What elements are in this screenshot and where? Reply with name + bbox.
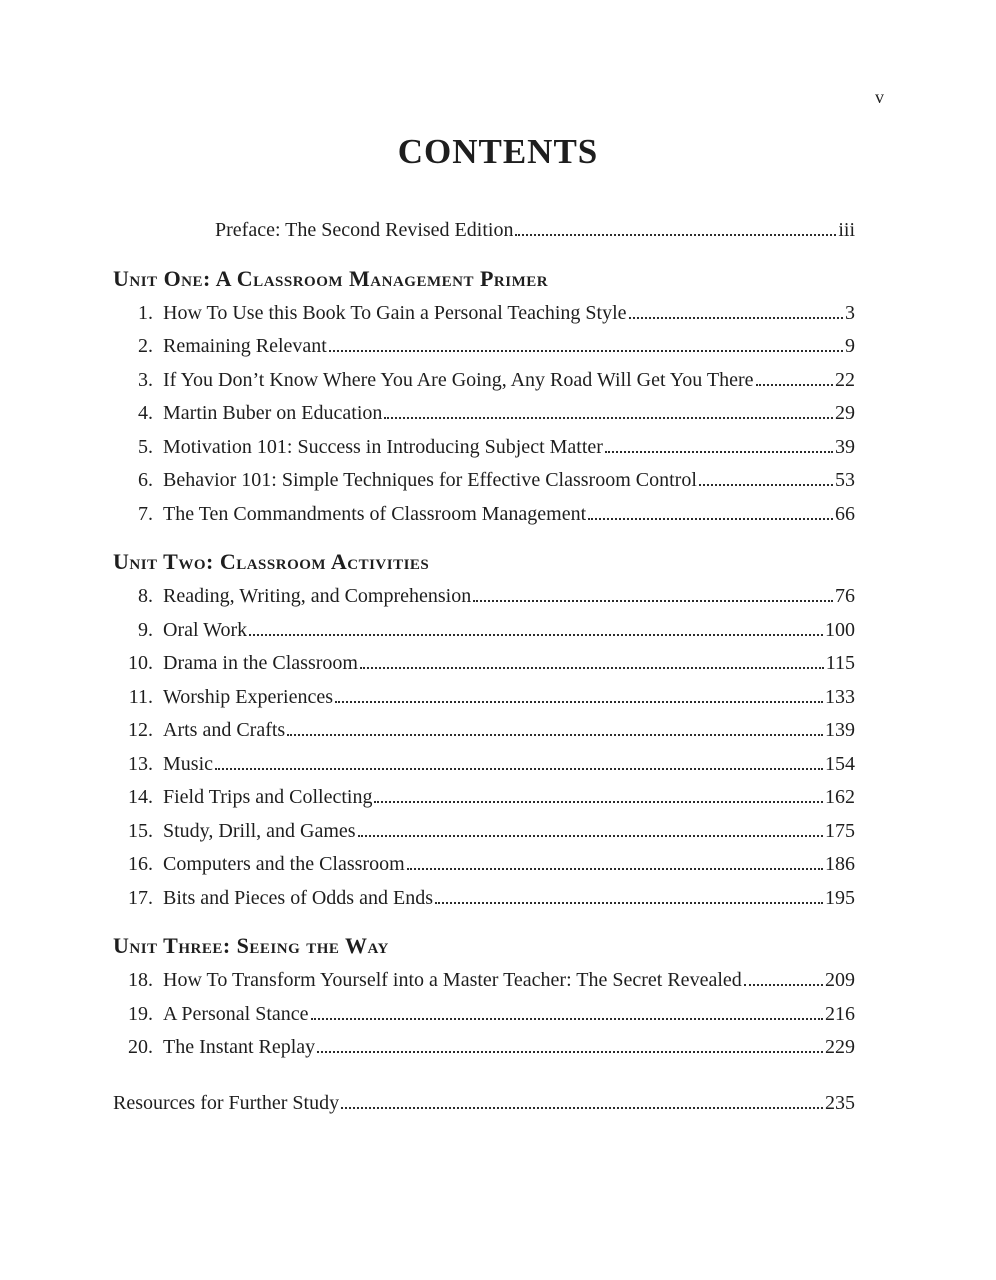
page-number: 53 <box>835 469 855 491</box>
toc-entry <box>113 330 855 364</box>
dot-leader <box>605 451 833 453</box>
toc-entry <box>113 580 855 614</box>
chapter-title: Resources for Further Study <box>113 1091 340 1114</box>
page-number: 186 <box>825 853 855 875</box>
page-number: 216 <box>825 1002 855 1025</box>
toc-entry <box>113 748 855 782</box>
toc-entry <box>113 647 855 681</box>
toc-entry <box>113 397 855 431</box>
page-number: 9 <box>845 335 855 357</box>
chapter-title: Music <box>163 752 213 775</box>
chapter-title: Arts and Crafts <box>163 719 286 741</box>
unit-heading-two: Unit Two: Classroom Activities <box>113 549 430 574</box>
chapter-title: A Personal Stance <box>163 1002 309 1025</box>
dot-leader <box>374 801 823 803</box>
page-number: 162 <box>825 786 855 808</box>
contents-title: CONTENTS <box>397 132 599 171</box>
page-number: 133 <box>825 685 855 708</box>
dot-leader <box>629 317 843 319</box>
chapter-title: Behavior 101: Simple Techniques for Effective Classroom Control <box>163 469 697 491</box>
chapter-number: 3. <box>138 368 153 391</box>
toc-entry <box>113 498 855 532</box>
chapter-number: 10. <box>128 652 153 674</box>
dot-leader <box>384 417 833 419</box>
toc-entry <box>113 714 855 748</box>
toc-entry <box>113 464 855 498</box>
chapter-title: Worship Experiences <box>163 685 333 708</box>
dot-leader <box>249 634 823 636</box>
page-number: 115 <box>825 652 855 674</box>
unit-heading-one: Unit One: A Classroom Management Primer <box>113 265 549 291</box>
page-folio-row <box>0 0 996 106</box>
chapter-title: Martin Buber on Education <box>163 402 383 424</box>
dot-leader <box>317 1051 823 1053</box>
chapter-title: The Ten Commandments of Classroom Management <box>163 502 587 525</box>
page-number: 76 <box>835 585 855 607</box>
dot-leader <box>335 701 823 703</box>
chapter-number: 14. <box>128 786 153 808</box>
chapter-title: Oral Work <box>163 618 248 641</box>
page-number: 209 <box>825 969 855 991</box>
page-number: 139 <box>825 719 855 741</box>
resources-entry <box>113 1087 855 1121</box>
chapter-number: 5. <box>138 435 153 458</box>
toc-entry <box>113 681 855 715</box>
page-number: 22 <box>835 368 855 391</box>
chapter-title: How To Transform Yourself into a Master Teacher: The Secret Revealed <box>163 969 742 991</box>
chapter-title: Drama in the Classroom <box>163 652 358 674</box>
page-number: 154 <box>825 752 855 775</box>
page-number: 66 <box>835 502 855 525</box>
toc-entry <box>113 1031 855 1065</box>
chapter-number: 9. <box>138 618 153 641</box>
chapter-title: Bits and Pieces of Odds and Ends <box>163 886 433 909</box>
toc-entry <box>113 431 855 465</box>
chapter-number: 17. <box>128 886 153 909</box>
dot-leader <box>311 1018 823 1020</box>
dot-leader <box>407 868 823 870</box>
dot-leader <box>435 902 823 904</box>
chapter-number: 18. <box>128 969 153 991</box>
chapter-number: 1. <box>138 301 153 324</box>
chapter-title: Preface: The Second Revised Edition <box>215 219 514 241</box>
page-number: 3 <box>845 301 855 324</box>
chapter-number: 6. <box>138 469 153 491</box>
unit-heading-three: Unit Three: Seeing the Way <box>113 933 389 958</box>
page-number: 39 <box>835 435 855 458</box>
chapter-number: 11. <box>128 685 153 708</box>
chapter-number: 2. <box>138 335 153 357</box>
chapter-number: 8. <box>138 585 153 607</box>
chapter-number: 19. <box>128 1002 153 1025</box>
dot-leader <box>341 1107 823 1109</box>
chapter-title: Study, Drill, and Games <box>163 819 356 842</box>
toc-entry <box>113 781 855 815</box>
dot-leader <box>699 484 833 486</box>
toc-entry <box>113 848 855 882</box>
chapter-number: 7. <box>138 502 153 525</box>
chapter-title: Remaining Relevant <box>163 335 327 357</box>
chapter-title: Field Trips and Collecting <box>163 786 373 808</box>
chapter-number: 12. <box>128 719 153 741</box>
preface-entry <box>113 214 855 248</box>
toc-entry <box>113 297 855 331</box>
dot-leader <box>360 667 824 669</box>
toc-entry <box>113 364 855 398</box>
dot-leader <box>473 600 833 602</box>
chapter-number: 4. <box>138 402 153 424</box>
chapter-number: 20. <box>128 1036 153 1058</box>
dot-leader <box>744 984 823 986</box>
chapter-number: 16. <box>128 853 153 875</box>
dot-leader <box>756 384 834 386</box>
page-number: iii <box>838 219 855 241</box>
toc-entry <box>113 964 855 998</box>
page-number: 100 <box>825 618 855 641</box>
chapter-title: If You Don’t Know Where You Are Going, Any Road Will Get You There <box>163 368 754 391</box>
chapter-number: 15. <box>128 819 153 842</box>
page-number: 235 <box>825 1091 855 1114</box>
chapter-title: The Instant Replay <box>163 1036 316 1058</box>
chapter-title: Motivation 101: Success in Introducing Subject Matter <box>163 435 603 458</box>
chapter-title: Reading, Writing, and Comprehension <box>163 585 472 607</box>
dot-leader <box>215 768 823 770</box>
chapter-number: 13. <box>128 752 153 775</box>
dot-leader <box>588 518 833 520</box>
page-number: 195 <box>825 886 855 909</box>
dot-leader <box>287 734 823 736</box>
dot-leader <box>329 350 843 352</box>
page-folio: v <box>875 87 884 107</box>
page-number: 175 <box>825 819 855 842</box>
page-number: 229 <box>825 1036 855 1058</box>
page-number: 29 <box>835 402 855 424</box>
title-row <box>0 130 996 174</box>
table-of-contents <box>113 214 855 1120</box>
dot-leader <box>515 234 836 236</box>
dot-leader <box>358 835 823 837</box>
chapter-title: Computers and the Classroom <box>163 853 405 875</box>
toc-entry <box>113 882 855 916</box>
chapter-title: How To Use this Book To Gain a Personal Teaching Style <box>163 301 627 324</box>
toc-entry <box>113 815 855 849</box>
toc-entry <box>113 614 855 648</box>
toc-entry <box>113 998 855 1032</box>
